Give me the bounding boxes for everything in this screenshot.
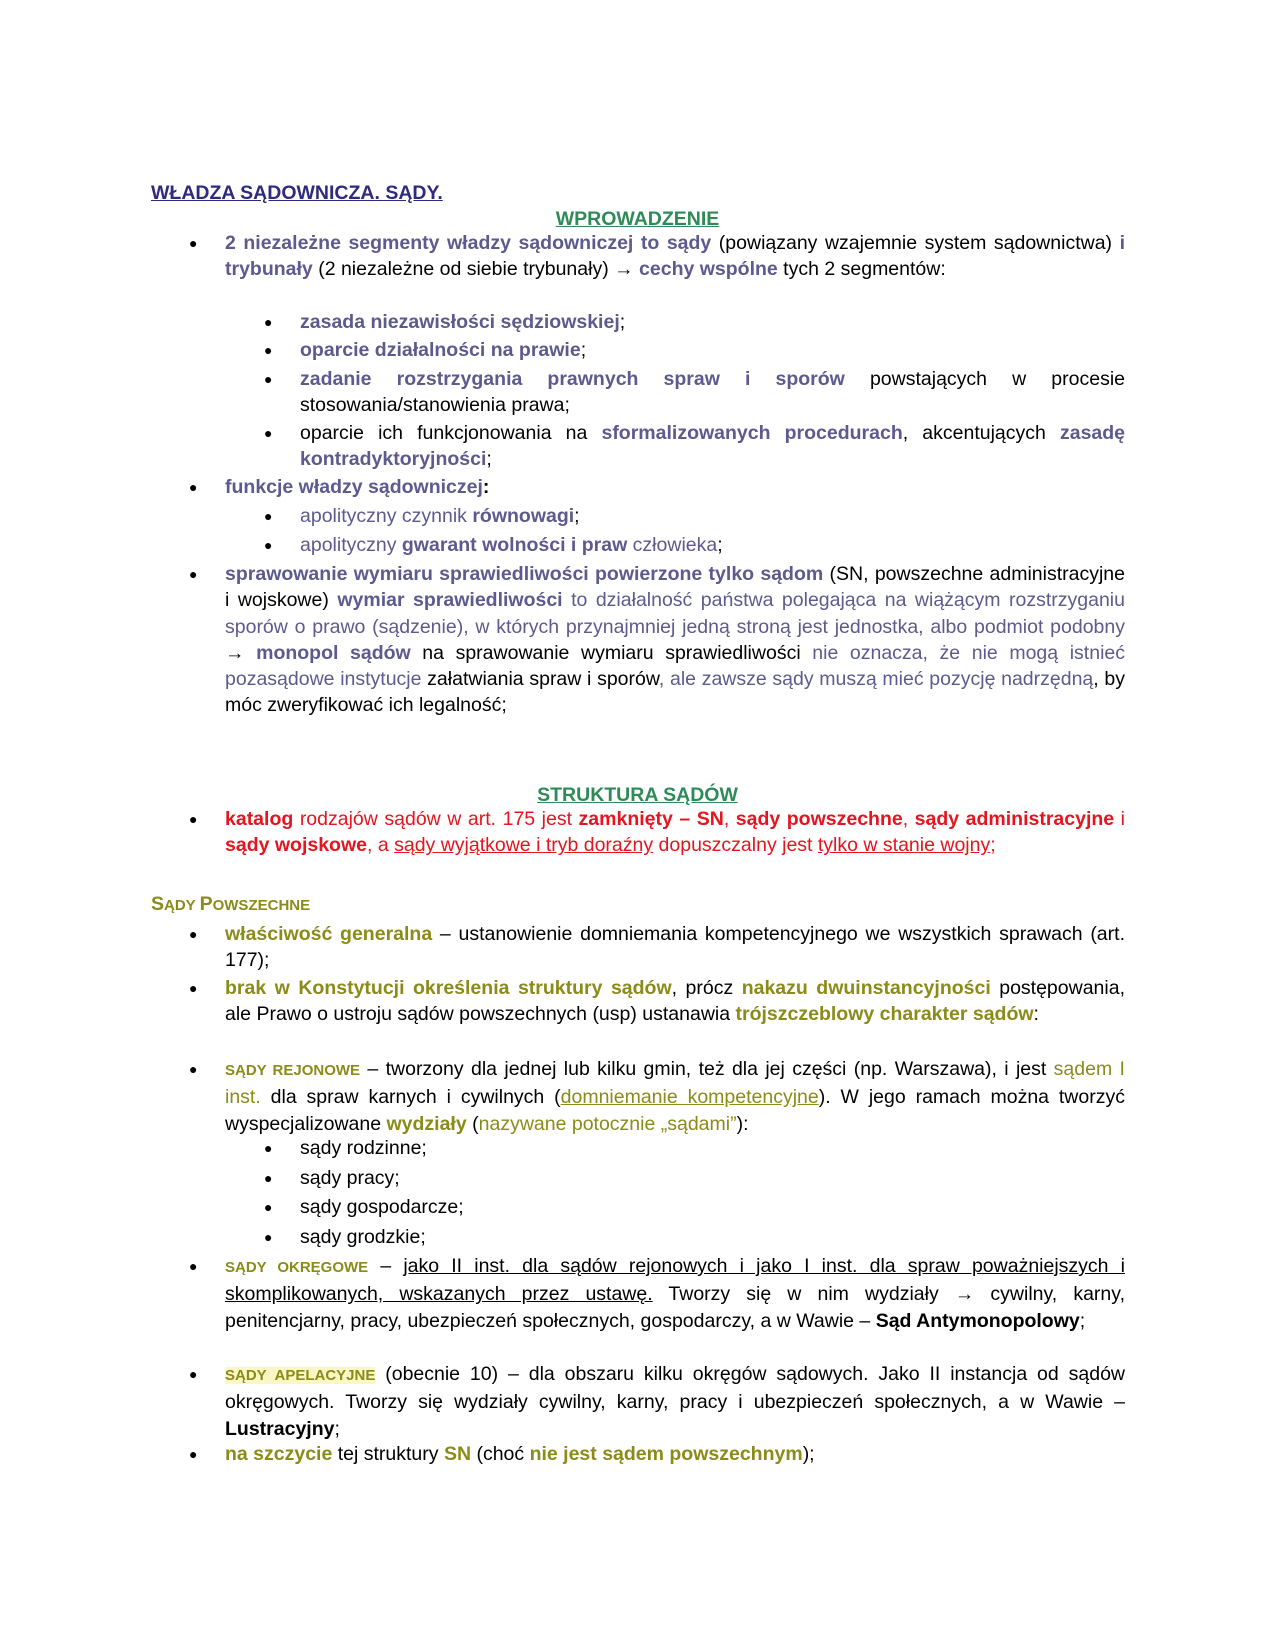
text-segment: , by móc zweryfikować ich legalność;: [225, 668, 1125, 717]
bullet-icon: ●: [264, 371, 273, 387]
bullet-icon: ●: [189, 566, 198, 582]
text-segment: , ale zawsze sądy muszą mieć pozycję nadrzędną: [658, 668, 1094, 691]
text-segment: funkcje władzy sądowniczej: [225, 476, 483, 498]
text-segment: oparcie ich funkcjonowania na: [300, 422, 602, 444]
text-segment: , prócz: [671, 977, 742, 999]
text-segment: (: [466, 1112, 479, 1135]
text-segment: ;: [1079, 1309, 1086, 1332]
bullet-icon: ●: [189, 235, 198, 251]
text-segment: SĄDY OKRĘGOWE: [225, 1259, 369, 1276]
list-item: [264, 337, 1125, 363]
text-segment: (choć: [471, 1443, 530, 1465]
text-segment: sądem I inst.: [225, 1058, 1125, 1109]
text-segment: właściwość generalna: [225, 923, 433, 945]
text-segment: sądy administracyjne: [914, 808, 1115, 830]
text-segment: , akcentujących: [902, 422, 1060, 444]
text-segment: zasada niezawisłości sędziowskiej: [300, 311, 620, 333]
text-segment: );: [802, 1443, 815, 1465]
text-segment: sformalizowanych procedurach: [601, 422, 903, 444]
text-segment: sądy wyjątkowe i tryb doraźny: [394, 834, 654, 857]
text-segment: apolityczny: [300, 534, 402, 556]
text-segment: to działalność państwa polegająca na wiążącym rozstrzyganiu sporów o prawo (sądzenie), w których przynajmniej jedną stroną jest jednostka, albo podmiot podobny: [225, 589, 1125, 638]
text-segment: katalog: [225, 808, 294, 830]
list-item: [264, 366, 1125, 419]
text-segment: Sąd Antymonopolowy: [875, 1309, 1080, 1332]
subsection-heading-sady-powszechne: SĄDY POWSZECHNE: [151, 893, 311, 915]
text-segment: zasadę kontradyktoryjności: [300, 422, 1126, 471]
text-segment: (powiązany wzajemnie system sądownictwa): [711, 232, 1120, 254]
text-segment: monopol sądów: [256, 641, 411, 664]
text-segment: , a: [366, 834, 395, 857]
text-segment: ,: [723, 808, 736, 830]
text-segment: zadanie rozstrzygania prawnych spraw i sporów: [300, 368, 845, 390]
text-segment: Lustracyjny: [225, 1417, 335, 1440]
section-heading-wprowadzenie: WPROWADZENIE: [555, 208, 720, 230]
section-heading-struktura-sadow: STRUKTURA SĄDÓW: [537, 784, 738, 806]
text-segment: załatwiania spraw i sporów: [421, 668, 659, 691]
text-segment: tylko w stanie wojny: [817, 834, 991, 857]
text-segment: ):: [736, 1112, 749, 1135]
list-item: [264, 1135, 1125, 1161]
text-segment: nakazu dwuinstancyjności: [741, 977, 991, 999]
document-title: WŁADZA SĄDOWNICZA. SĄDY.: [151, 182, 443, 204]
text-segment: sądy wojskowe: [225, 834, 367, 857]
text-segment: →: [225, 641, 257, 664]
text-segment: sądy pracy;: [300, 1167, 400, 1189]
text-segment: cechy wspólne: [639, 258, 778, 281]
bullet-icon: ●: [264, 314, 273, 330]
list-item: [189, 975, 1125, 1028]
text-segment: Tworzy się w nim wydziały → cywilny, karny, penitencjarny, pracy, ubezpieczeń społecznych, gospodarczy, a w Wawie –: [225, 1283, 1125, 1332]
text-segment: tych 2 segmentów:: [777, 258, 946, 281]
text-segment: i: [1114, 808, 1126, 830]
text-segment: 2 niezależne segmenty władzy sądowniczej to sądy: [225, 232, 712, 254]
bullet-icon: ●: [264, 537, 273, 553]
text-segment: trójszczeblowy charakter sądów: [735, 1003, 1034, 1026]
text-segment: ;: [619, 311, 626, 333]
text-segment: SN: [443, 1443, 472, 1465]
text-segment: ;: [990, 834, 996, 857]
text-segment: powstających w procesie stosowania/stanowienia prawa;: [300, 368, 1125, 417]
text-segment: rodzajów sądów w art. 175 jest: [293, 808, 579, 830]
list-item: [189, 474, 1125, 500]
text-segment: SĄDY APELACYJNE: [225, 1367, 376, 1384]
bullet-icon: ●: [189, 926, 198, 942]
text-segment: gwarant wolności i praw: [401, 534, 628, 556]
text-segment: ;: [574, 505, 580, 527]
text-segment: wydziały: [386, 1112, 467, 1135]
bullet-icon: ●: [189, 479, 198, 495]
bullet-icon: ●: [264, 342, 273, 358]
text-segment: domniemanie kompetencyjne: [560, 1086, 819, 1109]
list-item: [189, 1441, 1125, 1467]
text-segment: sądy rodzinne;: [300, 1137, 427, 1159]
bullet-icon: ●: [264, 1199, 273, 1215]
list-item: [264, 503, 1125, 529]
text-segment: równowagi: [472, 505, 575, 527]
text-segment: – tworzony dla jednej lub kilku gmin, też dla jej części (np. Warszawa), i jest: [360, 1058, 1054, 1080]
list-item: [189, 230, 1125, 283]
text-segment: :: [482, 476, 490, 498]
text-segment: nazywane potocznie „sądami”: [478, 1112, 737, 1135]
bullet-icon: ●: [264, 1140, 273, 1156]
text-segment: brak w Konstytucji określenia struktury sądów: [225, 977, 672, 999]
text-segment: ;: [580, 339, 587, 361]
list-item: [189, 921, 1125, 974]
text-segment: (2 niezależne od siebie trybunały) →: [312, 258, 640, 281]
text-segment: SĄDY REJONOWE: [225, 1062, 361, 1079]
text-segment: nie jest sądem powszechnym: [529, 1443, 803, 1465]
bullet-icon: ●: [189, 1446, 198, 1462]
text-segment: i trybunały: [225, 232, 1125, 281]
text-segment: nie oznacza, że nie mogą istnieć pozasądowe instytucje: [225, 641, 1125, 691]
text-segment: – ustanowienie domniemania kompetencyjnego we wszystkich sprawach (art. 177);: [225, 923, 1125, 972]
text-segment: na szczycie: [225, 1443, 333, 1465]
bullet-icon: ●: [264, 1229, 273, 1245]
bullet-icon: ●: [189, 811, 198, 827]
bullet-icon: ●: [264, 425, 273, 441]
list-item: [189, 561, 1125, 719]
bullet-icon: ●: [189, 1258, 198, 1274]
text-segment: jako II inst. dla sądów rejonowych i jako I inst. dla spraw poważniejszych i skomplikowanych, wskazanych przez ustawę.: [225, 1255, 1126, 1306]
text-segment: (SN, powszechne administracyjne i wojskowe): [225, 563, 1125, 612]
list-item: [264, 420, 1126, 473]
text-segment: ;: [717, 534, 723, 556]
bullet-icon: ●: [189, 1061, 198, 1077]
text-segment: ;: [334, 1417, 340, 1440]
text-segment: sądy gospodarcze;: [300, 1196, 464, 1218]
list-item: [264, 532, 1125, 558]
text-segment: zamknięty – SN: [578, 808, 724, 830]
list-item: [264, 1165, 1125, 1191]
text-segment: (obecnie 10) – dla obszaru kilku okręgów sądowych. Jako II instancja od sądów okręgowych. Tworzy się wydziały cywilny, karny, pracy i ubezpieczeń społecznych, a w Wawie –: [225, 1363, 1125, 1414]
list-item: [189, 1056, 1125, 1137]
text-segment: :: [1033, 1003, 1039, 1026]
list-item: [189, 1361, 1125, 1442]
text-segment: apolityczny czynnik: [300, 505, 473, 527]
text-segment: człowieka: [627, 534, 718, 556]
text-segment: dopuszczalny jest: [653, 834, 818, 857]
list-item: [189, 1253, 1126, 1334]
list-item: [264, 1224, 1125, 1250]
text-segment: postępowania, ale Prawo o ustroju sądów powszechnych (usp) ustanawia: [225, 977, 1125, 1026]
text-segment: dla spraw karnych i cywilnych (: [260, 1086, 561, 1109]
bullet-icon: ●: [189, 980, 198, 996]
text-segment: wymiar sprawiedliwości: [337, 589, 563, 612]
text-segment: tej struktury: [332, 1443, 444, 1465]
list-item: [264, 1194, 1125, 1220]
text-segment: oparcie działalności na prawie: [300, 339, 581, 361]
text-segment: sądy powszechne: [735, 808, 903, 830]
list-item: [189, 806, 1126, 859]
bullet-icon: ●: [264, 1170, 273, 1186]
bullet-icon: ●: [264, 508, 273, 524]
text-segment: ). W jego ramach można tworzyć wyspecjalizowane: [225, 1086, 1125, 1135]
text-segment: –: [368, 1255, 404, 1277]
text-segment: sprawowanie wymiaru sprawiedliwości powierzone tylko sądom: [225, 563, 824, 585]
text-segment: na sprawowanie wymiaru sprawiedliwości: [410, 641, 813, 664]
bullet-icon: ●: [189, 1366, 198, 1382]
text-segment: ;: [486, 448, 492, 471]
list-item: [264, 309, 1125, 335]
text-segment: sądy grodzkie;: [300, 1226, 426, 1248]
text-segment: ,: [902, 808, 915, 830]
